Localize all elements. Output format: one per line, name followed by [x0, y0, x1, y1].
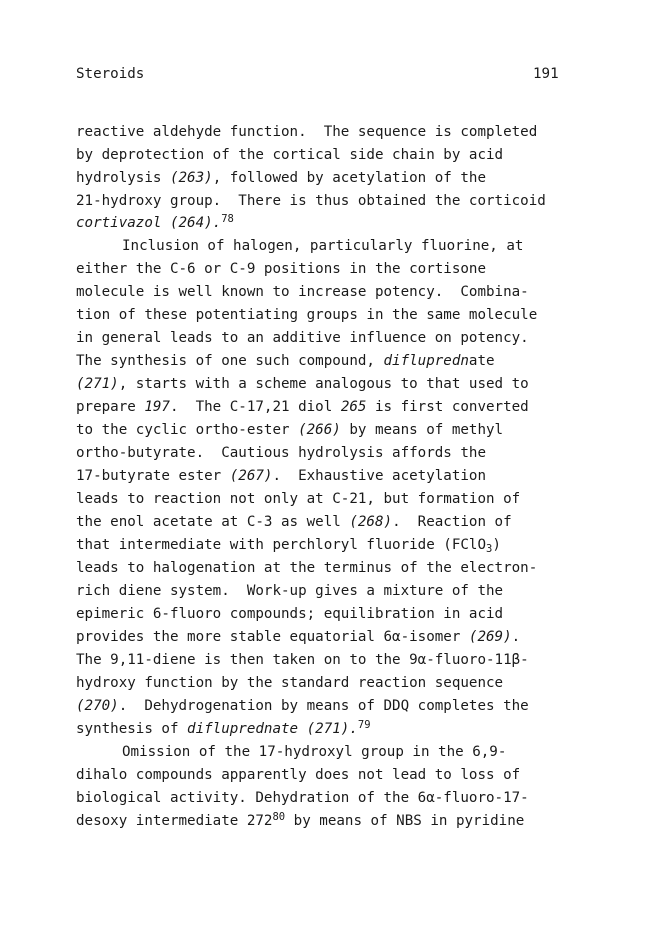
text-line: 17-butyrate ester (267). Exhaustive acetylation: [76, 468, 487, 484]
italic-text: 265: [340, 399, 367, 415]
italic-text: (271): [76, 376, 119, 392]
text-line: (271), starts with a scheme analogous to that used to: [76, 376, 529, 392]
italic-text: (263): [169, 170, 213, 186]
text-line: biological activity. Dehydration of the 6α-fluoro-17-: [76, 790, 529, 806]
text-line: [76, 213, 234, 234]
text-line: tion of these potentiating groups in the same molecule: [76, 307, 538, 323]
text-line: in general leads to an additive influence on potency.: [76, 330, 529, 346]
reference-superscript: 79: [357, 719, 371, 731]
italic-text: (270): [76, 698, 119, 714]
text-line: dihalo compounds apparently does not lead to loss of: [76, 767, 521, 783]
text-line: hydrolysis (263), followed by acetylation of the: [76, 170, 487, 186]
text-line: the enol acetate at C-3 as well (268). Reaction of: [76, 514, 512, 530]
italic-text: diflupredn: [383, 353, 469, 369]
italic-text: (269): [468, 629, 512, 645]
text-line: to the cyclic ortho-ester (266) by means of methyl: [76, 422, 504, 438]
text-line: epimeric 6-fluoro compounds; equilibration in acid: [76, 606, 504, 622]
text-line: rich diene system. Work-up gives a mixture of the: [76, 583, 504, 599]
text-line: provides the more stable equatorial 6α-isomer (269).: [76, 629, 521, 645]
text-line: by deprotection of the cortical side chain by acid: [76, 147, 504, 163]
italic-text: (268): [349, 514, 393, 530]
text-line: either the C-6 or C-9 positions in the cortisone: [76, 261, 486, 277]
text-line: 21-hydroxy group. There is thus obtained the corticoid: [76, 193, 546, 209]
text-line: The synthesis of one such compound, difluprednate: [76, 353, 495, 369]
text-line: prepare 197. The C-17,21 diol 265 is first converted: [76, 399, 529, 415]
text-line: molecule is well known to increase potency. Combina-: [76, 284, 529, 300]
text-line: hydroxy function by the standard reaction sequence: [76, 675, 504, 691]
reference-superscript: 78: [221, 213, 234, 225]
italic-text: difluprednate (271).: [187, 721, 358, 737]
text-line: synthesis of difluprednate (271).$^{79}$: [76, 719, 371, 737]
text-line: reactive aldehyde function. The sequence is completed: [76, 124, 538, 140]
text-line: Omission of the 17-hydroxyl group in the 6,9-: [122, 744, 507, 760]
text-line: Inclusion of halogen, particularly fluorine, at: [122, 238, 524, 254]
text-line: (270). Dehydrogenation by means of DDQ completes the: [76, 698, 529, 714]
running-title: Steroids: [76, 66, 145, 82]
italic-text: (267): [229, 468, 273, 484]
page-number: 191: [533, 66, 559, 82]
text-line: leads to halogenation at the terminus of the electron-: [76, 560, 538, 576]
text-line: ortho-butyrate. Cautious hydrolysis affords the: [76, 445, 486, 461]
text-line: leads to reaction not only at C-21, but formation of: [76, 491, 521, 507]
text-line: that intermediate with perchloryl fluoride (FClO$_3$): [76, 537, 501, 555]
italic-text: 197: [144, 399, 170, 415]
reference-superscript: 80: [272, 811, 286, 823]
italic-text: cortivazol (264).: [76, 215, 222, 231]
text-line: The 9,11-diene is then taken on to the 9α-fluoro-11β-: [76, 652, 529, 668]
subscript: 3: [486, 543, 493, 555]
italic-text: (266): [298, 422, 341, 438]
text-line: desoxy intermediate $272^{80}$ by means of NBS in pyridine: [76, 811, 525, 829]
